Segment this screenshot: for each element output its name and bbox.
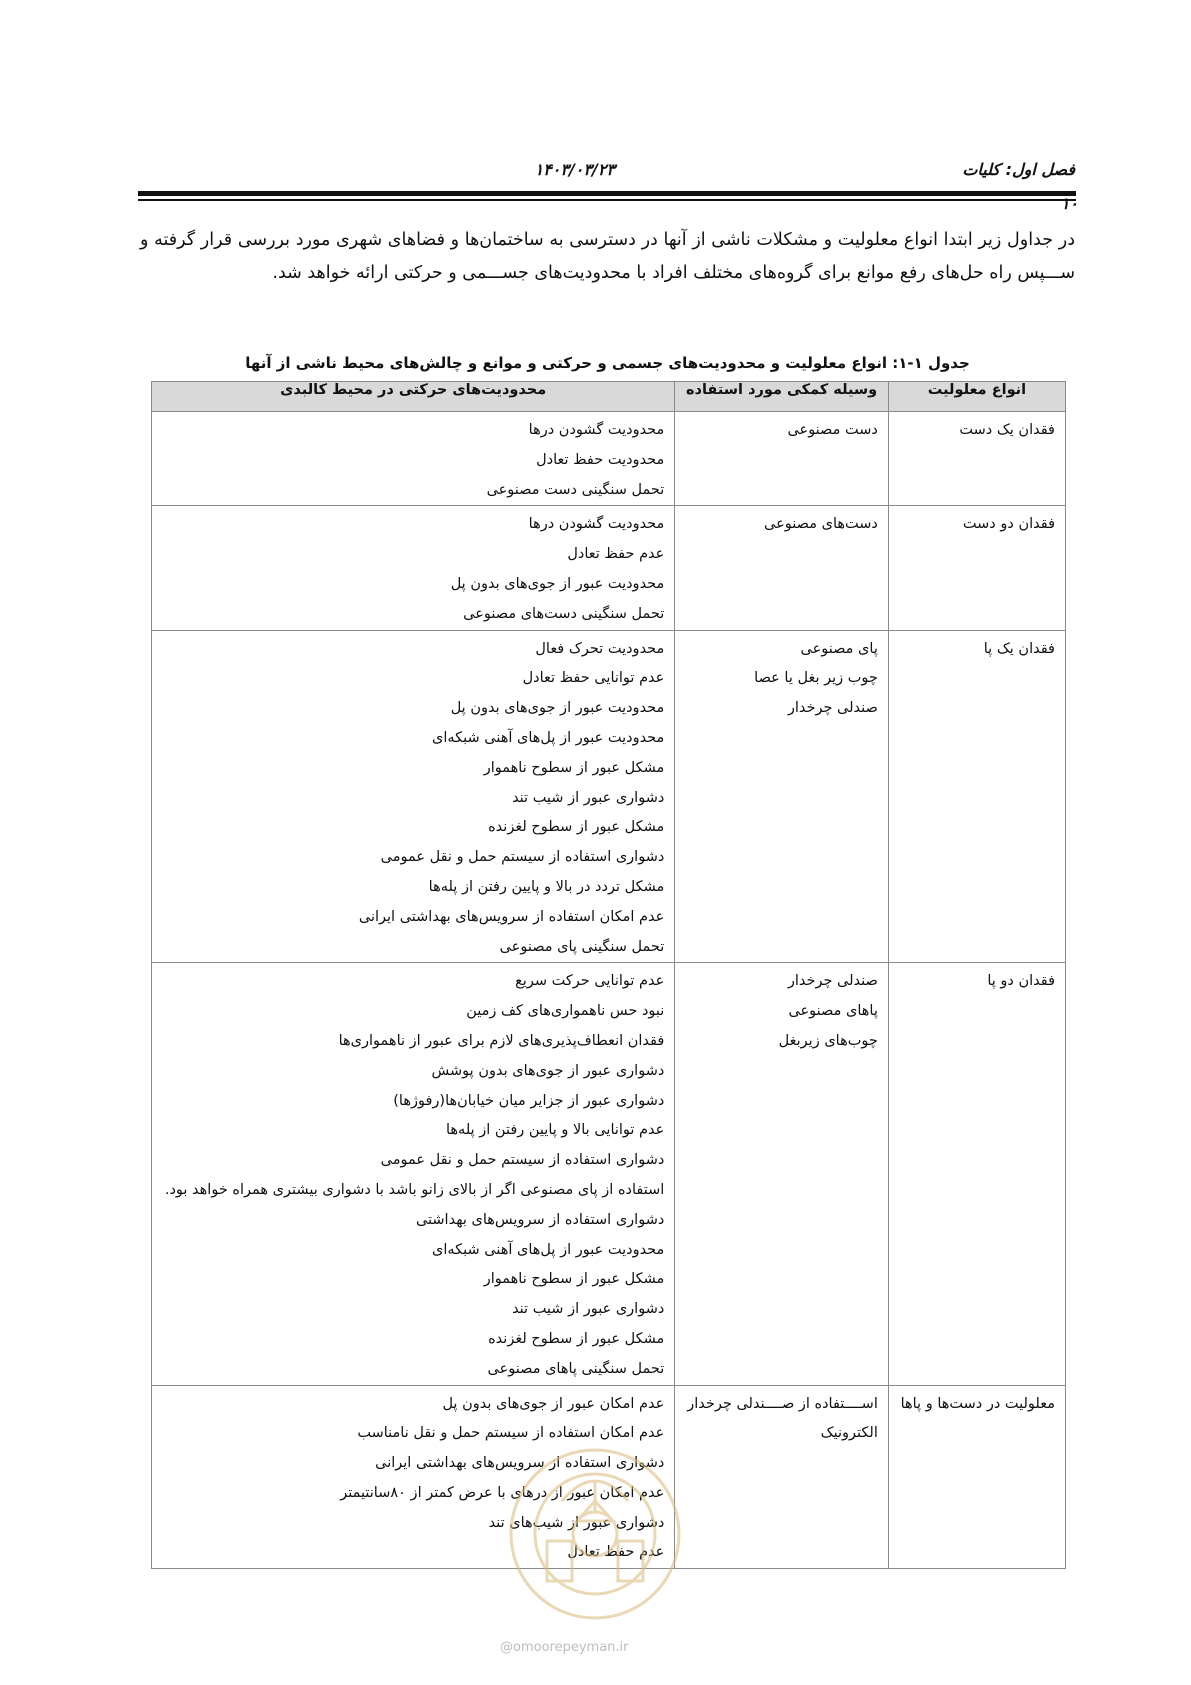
mobility-limit-item: محدودیت گشودن درها (528, 422, 665, 438)
disability-type-text: معلولیت در دست‌ها و پاها (900, 1395, 1055, 1412)
table-row (152, 506, 1066, 630)
mobility-limit-item: دشواری عبور از شیب‌های تند (488, 1514, 665, 1531)
cell-assistive-device (675, 412, 889, 506)
mobility-limit-item: دشواری استفاده از سرویس‌های بهداشتی (415, 1211, 665, 1228)
cell-disability-type (888, 1385, 1065, 1569)
seal-watermark (502, 1441, 688, 1627)
mobility-limit-item: محدودیت عبور از جوی‌های بدون پل (450, 700, 665, 717)
cell-assistive-device (675, 506, 889, 630)
cell-mobility-limits (152, 506, 675, 630)
watermark-url: @omoorepeyman.ir (500, 1640, 629, 1655)
cell-disability-type (888, 412, 1065, 506)
mobility-limit-item: عدم حفظ تعادل (567, 546, 665, 563)
mobility-limit-item: دشواری عبور از شیب تند (512, 789, 665, 806)
mobility-limit-item: محدودیت عبور از پل‌های آهنی شبکه‌ای (431, 729, 665, 746)
chapter-title: فصل اول: کلیات (962, 160, 1075, 179)
mobility-limit-item: محدودیت گشودن درها (528, 516, 665, 533)
mobility-limit-item: محدودیت حفظ تعادل (536, 451, 665, 468)
mobility-limit-item: عدم امکان استفاده از سرویس‌های بهداشتی ایرانی (358, 908, 665, 925)
assistive-device-item: چوب زیر بغل یا عصا (754, 670, 878, 687)
mobility-limit-item: محدودیت عبور از جوی‌های بدون پل (450, 575, 665, 592)
mobility-limit-item: عدم توانایی بالا و پایین رفتن از پله‌ها (445, 1122, 665, 1139)
mobility-limit-item: مشکل عبور از سطوح ناهموار (483, 1271, 665, 1288)
cell-disability-type (888, 506, 1065, 630)
cell-mobility-limits (152, 412, 675, 506)
cell-disability-type (888, 630, 1065, 963)
table-row (152, 630, 1066, 963)
mobility-limit-item: مشکل عبور از سطوح ناهموار (483, 759, 665, 776)
header-assistive-device: وسیله کمکی مورد استفاده (675, 382, 889, 412)
cell-mobility-limits (152, 630, 675, 963)
mobility-limit-item: نبود حس ناهمواری‌های کف زمین (466, 1003, 665, 1020)
mobility-limit-item: تحمل سنگینی دست‌های مصنوعی (463, 605, 665, 622)
mobility-limit-item: دشواری عبور از جوی‌های بدون پوشش (431, 1062, 665, 1079)
disability-type-text: فقدان دو دست (962, 516, 1055, 533)
mobility-limit-item: عدم امکان عبور از جوی‌های بدون پل (442, 1395, 665, 1412)
mobility-limit-item: تحمل سنگینی پاهای مصنوعی (487, 1360, 665, 1377)
assistive-device-item: چوب‌های زیربغل (778, 1032, 878, 1049)
mobility-limit-item: دشواری استفاده از سرویس‌های بهداشتی ایرانی (375, 1455, 665, 1472)
table-row (152, 412, 1066, 506)
assistive-device-item: صندلی چرخدار (787, 700, 878, 717)
mobility-limit-item: مشکل عبور از سطوح لغزنده (488, 1330, 665, 1347)
disability-type-text: فقدان یک پا (983, 640, 1055, 657)
assistive-device-item: دست مصنوعی (787, 422, 878, 438)
mobility-limit-item: مشکل تردد در بالا و پایین رفتن از پله‌ها (428, 878, 665, 895)
page-header (140, 160, 1075, 182)
mobility-limit-item: دشواری عبور از جزایر میان خیابان‌ها(رفوژها) (393, 1092, 665, 1109)
header-disability-type: انواع معلولیت (888, 382, 1065, 412)
cell-assistive-device (675, 1385, 889, 1569)
mobility-limit-item: فقدان انعطاف‌پذیری‌های لازم برای عبور از ناهمواری‌ها (338, 1032, 665, 1049)
mobility-limit-item: عدم امکان عبور از درهای با عرض کمتر از ۸۰سانتیمتر (340, 1484, 665, 1501)
mobility-limit-item: استفاده از پای مصنوعی اگر از بالای زانو باشد با دشواری بیشتری همراه خواهد بود. (164, 1181, 665, 1198)
mobility-limit-item: دشواری استفاده از سیستم حمل و نقل عمومی (380, 1152, 665, 1169)
assistive-device-item: الکترونیک (820, 1425, 878, 1442)
mobility-limit-item: تحمل سنگینی پای مصنوعی (499, 938, 665, 955)
assistive-device-item: صندلی چرخدار (787, 973, 878, 990)
assistive-device-item: پای مصنوعی (800, 640, 878, 657)
disability-type-text: فقدان دو پا (987, 973, 1055, 990)
mobility-limit-item: عدم امکان استفاده از سیستم حمل و نقل نامناسب (357, 1425, 665, 1442)
header-rule-thin (138, 199, 1076, 201)
cell-assistive-device (675, 630, 889, 963)
mobility-limit-item: عدم حفظ تعادل (567, 1544, 665, 1561)
table-row (152, 963, 1066, 1385)
disability-table (151, 381, 1066, 1569)
header-date: ۱۴۰۳/۰۳/۲۳ (534, 160, 615, 179)
page-number: ۱۰ (1060, 194, 1078, 213)
mobility-limit-item: دشواری استفاده از سیستم حمل و نقل عمومی (380, 849, 665, 866)
mobility-limit-item: عدم توانایی حفظ تعادل (522, 670, 665, 687)
cell-assistive-device (675, 963, 889, 1385)
table-header-row (152, 382, 1066, 412)
intro-paragraph: در جداول زیر ابتدا انواع معلولیت و مشکلات ناشی از آنها در دسترسی به ساختمان‌ها و فضاهای شهری مورد بررسی قرار گرفته و ســـپس راه حل‌های رفع موانع برای گروه‌های مختلف افراد با محدودیت‌های جســـمی و حرکتی ارائه خواهد شد. (140, 230, 1075, 283)
mobility-limit-item: تحمل سنگینی دست مصنوعی (486, 481, 665, 498)
mobility-limit-item: مشکل عبور از سطوح لغزنده (488, 819, 665, 836)
mobility-limit-item: دشواری عبور از شیب تند (512, 1301, 665, 1318)
cell-disability-type (888, 963, 1065, 1385)
mobility-limit-item: عدم توانایی حرکت سریع (515, 973, 665, 990)
assistive-device-item: پاهای مصنوعی (788, 1003, 878, 1020)
header-mobility-limits: محدودیت‌های حرکتی در محیط کالبدی (152, 382, 675, 412)
mobility-limit-item: محدودیت تحرک فعال (535, 640, 665, 657)
assistive-device-item: اســــتفاده از صــــندلی چرخدار (687, 1395, 878, 1412)
header-rule-thick (138, 191, 1076, 196)
disability-type-text: فقدان یک دست (959, 422, 1055, 438)
mobility-limit-item: محدودیت عبور از پل‌های آهنی شبکه‌ای (431, 1241, 665, 1258)
table-caption: جدول ۱-۱: انواع معلولیت و محدودیت‌های جسمی و حرکتی و موانع و چالش‌های محیط ناشی از آنها (245, 354, 970, 372)
assistive-device-item: دست‌های مصنوعی (764, 516, 878, 533)
cell-mobility-limits (152, 963, 675, 1385)
